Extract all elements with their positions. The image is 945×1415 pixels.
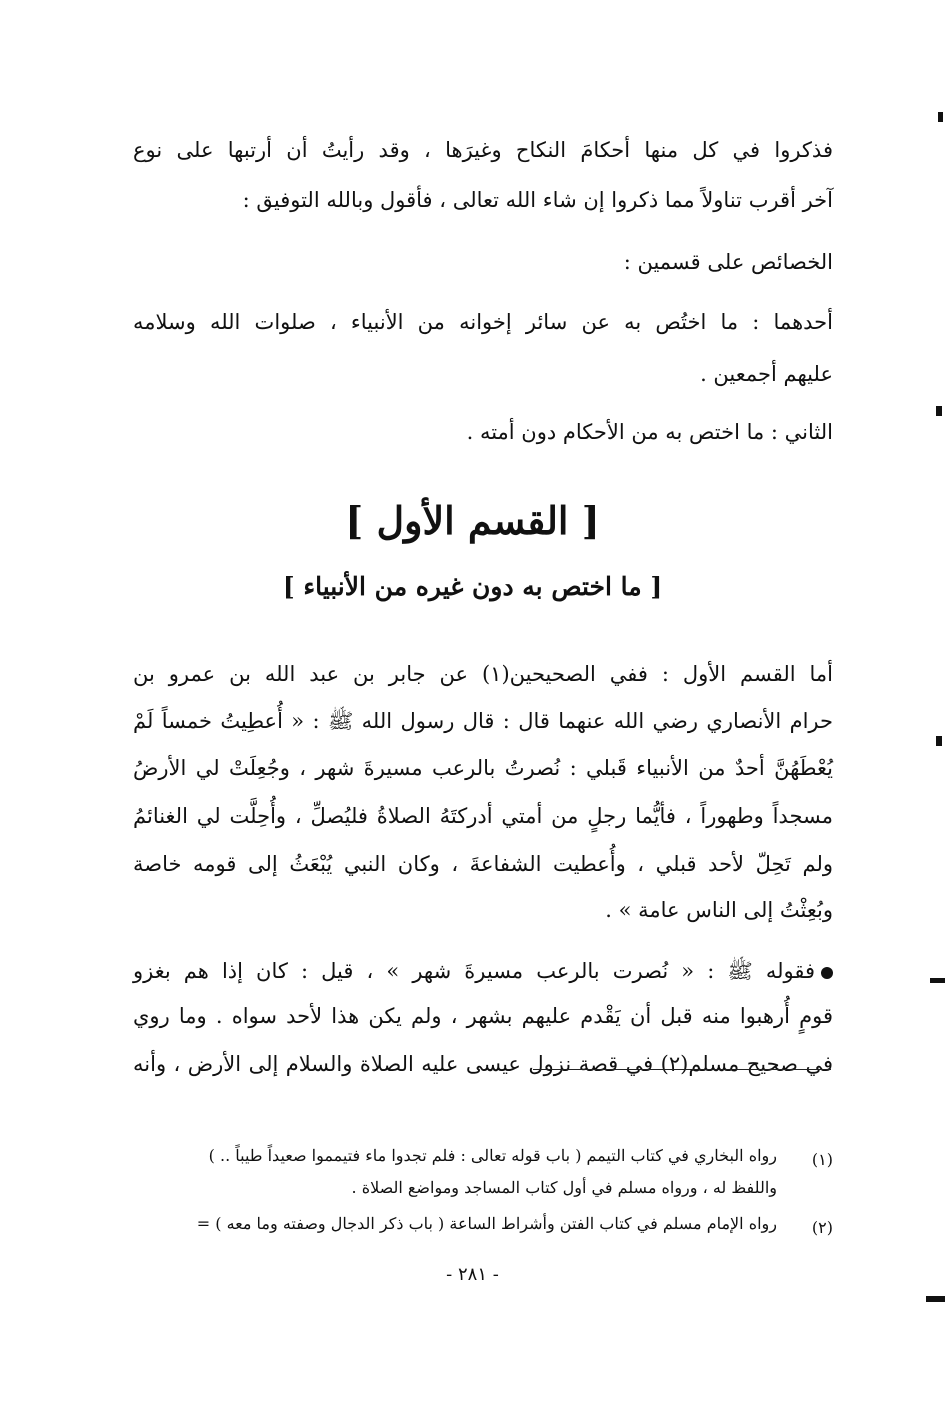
sections-intro: الخصائص على قسمين :	[623, 250, 833, 274]
hadith-line-5: ولم تَحِلّ لأحد قبلي ، وأُعطيت الشفاعةَ ، وكان النبي يُبْعَثُ إلى قومه خاصة	[133, 852, 833, 876]
scan-mark	[938, 112, 943, 122]
hadith-line-6: وبُعِثْتُ إلى الناس عامة » .	[605, 898, 833, 922]
scan-mark	[926, 1296, 945, 1302]
hadith-line-4: مسجداً وطهوراً ، فأيُّما رجلٍ من أمتي أدركتَهُ الصلاةُ فليُصلِّ ، وأُحِلَّت لي الغنائمُ	[133, 804, 833, 828]
section-heading: [ القسم الأول ]	[345, 498, 600, 543]
intro-line-1: فذكروا في كل منها أحكامَ النكاح وغيرَها ، وقد رأيتُ أن أرتبها على نوع	[133, 138, 833, 162]
section-subheading: [ ما اختص به دون غيره من الأنبياء ]	[282, 572, 663, 601]
commentary-line-2: قومٍ أُرهبوا منه قبل أن يَقْدم عليهم بشهر ، ولم يكن هذا لأحد سواه . وما روي	[133, 1004, 833, 1028]
footnote-1-number: (١)	[811, 1150, 833, 1169]
first-kind-line-2: عليهم أجمعين .	[700, 362, 833, 386]
scan-mark	[936, 406, 942, 416]
second-kind: الثاني : ما اختص به من الأحكام دون أمته .	[466, 420, 833, 444]
footnote-divider	[533, 1069, 831, 1070]
page-number: - ٢٨١ -	[446, 1264, 499, 1285]
footnote-1-line-2: واللفظ له ، ورواه مسلم في أول كتاب المساجد ومواضع الصلاة .	[351, 1178, 777, 1197]
scan-mark	[936, 736, 942, 746]
footnote-2-line-1: رواه الإمام مسلم في كتاب الفتن وأشراط الساعة ( باب ذكر الدجال وصفته وما معه ) =	[196, 1214, 777, 1233]
commentary-line-1-text: فقوله ﷺ : « نُصرت بالرعب مسيرةَ شهر » ، قيل : كان إذا هم بغزو	[133, 959, 815, 983]
hadith-line-2: حرام الأنصاري رضي الله عنهما قال : قال رسول الله ﷺ : « أُعطِيتُ خمساً لَمْ	[133, 709, 833, 733]
first-kind-line-1: أحدهما : ما اختُص به عن سائر إخوانه من الأنبياء ، صلوات الله وسلامه	[133, 310, 833, 334]
intro-line-2: آخر أقرب تناولاً مما ذكروا إن شاء الله تعالى ، فأقول وبالله التوفيق :	[242, 188, 833, 212]
scan-mark	[930, 978, 945, 983]
commentary-line-1	[133, 958, 833, 989]
commentary-line-3: في صحيح مسلم(٢) في قصة نزول عيسى عليه الصلاة والسلام إلى الأرض ، وأنه	[133, 1052, 833, 1076]
footnote-1-line-1: رواه البخاري في كتاب التيمم ( باب قوله تعالى : فلم تجدوا ماء فتيمموا صعيداً طيباً .. )	[208, 1146, 777, 1165]
bullet-icon	[821, 967, 833, 979]
hadith-line-1: أما القسم الأول : ففي الصحيحين(١) عن جابر بن عبد الله بن عمرو بن	[133, 662, 833, 686]
footnote-2-number: (٢)	[811, 1218, 833, 1237]
hadith-line-3: يُعْطَهُنَّ أحدٌ من الأنبياء قَبلي : نُصرتُ بالرعب مسيرةَ شهر ، وجُعِلَتْ لي الأرضُ	[133, 756, 833, 780]
